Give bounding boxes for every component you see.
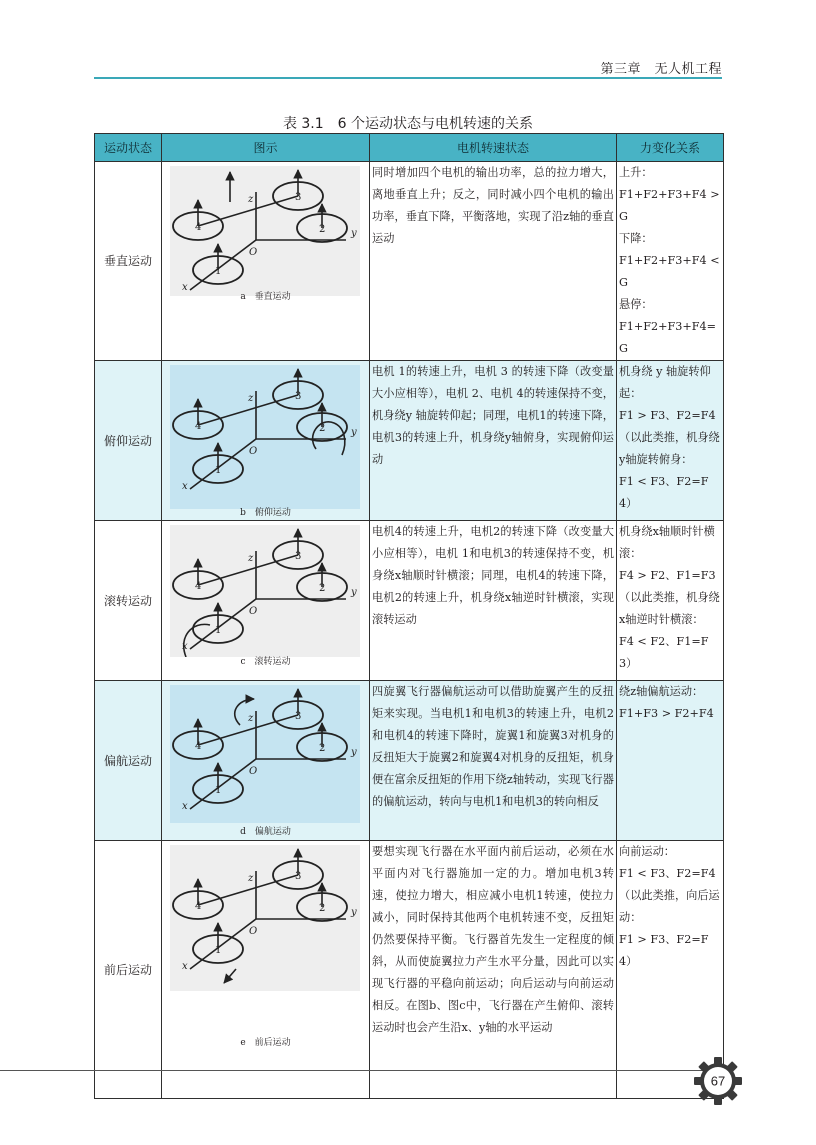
- force-line: F1 > F3、F2=F4）: [619, 933, 709, 968]
- rotor-4-label: 4: [195, 581, 202, 592]
- figure-caption: a 垂直运动: [240, 292, 291, 302]
- rotor-1-label: 1: [215, 785, 222, 796]
- rotor-2-label: 2: [319, 583, 326, 594]
- state-cell: 偏航运动: [95, 681, 162, 841]
- table-row: [95, 681, 724, 841]
- figure-cell: [162, 681, 370, 841]
- figure-caption: d 偏航运动: [240, 827, 291, 837]
- rotor-2-label: 2: [319, 224, 326, 235]
- x-axis-label: x: [182, 282, 188, 293]
- force-line: 下降：: [619, 232, 653, 245]
- table-caption: 表 3.1 6 个运动状态与电机转速的关系: [282, 116, 534, 132]
- header-motor-speed: 电机转速状态: [370, 134, 617, 162]
- diagram-background: [170, 365, 360, 509]
- header-rule: [94, 77, 722, 79]
- header-state: 运动状态: [95, 134, 162, 162]
- z-axis-label: z: [248, 713, 254, 724]
- table-row: [95, 361, 724, 521]
- rotor-3-label: 3: [295, 391, 302, 402]
- state-cell: 俯仰运动: [95, 361, 162, 521]
- page-number: 67: [710, 1073, 726, 1089]
- y-axis-label: y: [351, 427, 357, 438]
- rotor-1-label: 1: [215, 945, 222, 956]
- figure-cell: [162, 361, 370, 521]
- origin-label: O: [249, 606, 258, 617]
- figure-caption: e 前后运动: [240, 1038, 291, 1048]
- rotor-4-label: 4: [195, 741, 202, 752]
- motor-speed-text: 电机4的转速上升，电机2的转速下降（改变量大小应相等），电机 1和电机3的转速保持不变，机身绕x轴顺时针横滚；同理，电机4的转速下降，电机2的转速上升，机身绕x轴逆时针横滚，实现滚转运动: [370, 521, 617, 681]
- state-cell: 前后运动: [95, 841, 162, 1099]
- motor-speed-text: 同时增加四个电机的输出功率，总的拉力增大，离地垂直上升；反之，同时减小四个电机的输出功率，垂直下降，平衡落地，实现了沿z轴的垂直运动: [370, 162, 617, 361]
- origin-label: O: [249, 446, 258, 457]
- force-cell: [617, 361, 724, 521]
- force-line: （以此类推，机身绕x轴逆时针横滚：: [619, 591, 720, 626]
- y-axis-label: y: [351, 587, 357, 598]
- vertical-motion-diagram: [170, 166, 360, 296]
- table-header-row: [95, 134, 724, 162]
- x-axis-label: x: [182, 961, 188, 972]
- y-axis-label: y: [351, 747, 357, 758]
- force-line: F1+F2+F3+F4 > G: [619, 188, 720, 223]
- force-line: （以此类推，向后运动：: [619, 889, 720, 924]
- figure-caption: c 滚转运动: [240, 657, 291, 667]
- force-line: 机身绕x轴顺时针横滚：: [619, 525, 715, 560]
- state-cell: 滚转运动: [95, 521, 162, 681]
- force-line: 绕z轴偏航运动：: [619, 685, 704, 698]
- motor-speed-text: 要想实现飞行器在水平面内前后运动，必须在水平面内对飞行器施加一定的力。增加电机3转速，使拉力增大，相应减小电机1转速，使拉力减小，同时保持其他两个电机转速不变，反扭矩仍然要保持平衡。飞行器首先发生一定程度的倾斜，从而使旋翼拉力产生水平分量，因此可以实现飞行器的平稳向前运动；向后运动与向前运动相反。在图b、图c中，飞行器在产生俯仰、滚转运动时也会产生沿x、y轴的水平运动: [370, 841, 617, 1099]
- z-axis-label: z: [248, 393, 254, 404]
- header-force: 力变化关系: [617, 134, 724, 162]
- rotor-1-label: 1: [215, 266, 222, 277]
- forward-motion-diagram: [170, 845, 360, 991]
- diagram-background: [170, 845, 360, 991]
- table-row: [95, 841, 724, 1099]
- table-row: [95, 162, 724, 361]
- rotor-2-label: 2: [319, 903, 326, 914]
- force-cell: [617, 162, 724, 361]
- z-axis-label: z: [248, 553, 254, 564]
- header-figure: 图示: [162, 134, 370, 162]
- origin-label: O: [249, 247, 258, 258]
- rotor-4-label: 4: [195, 222, 202, 233]
- force-line: 向前运动：: [619, 845, 675, 858]
- force-line: F4 > F2、F1=F3: [619, 569, 716, 582]
- force-line: 悬停：: [619, 298, 653, 311]
- footer-rule: [0, 1070, 706, 1071]
- rotor-1-label: 1: [215, 465, 222, 476]
- rotor-4-label: 4: [195, 421, 202, 432]
- rotor-3-label: 3: [295, 871, 302, 882]
- force-line: F1+F2+F3+F4 < G: [619, 254, 720, 289]
- figure-cell: [162, 162, 370, 361]
- rotor-2-label: 2: [319, 743, 326, 754]
- figure-cell: [162, 841, 370, 1099]
- yaw-motion-diagram: [170, 685, 360, 823]
- rotor-2-label: 2: [319, 423, 326, 434]
- force-line: 机身绕 y 轴旋转仰起：: [619, 365, 711, 400]
- x-axis-label: x: [182, 641, 188, 652]
- roll-motion-diagram: [170, 525, 360, 657]
- figure-cell: [162, 521, 370, 681]
- force-cell: [617, 681, 724, 841]
- x-axis-label: x: [182, 481, 188, 492]
- figure-caption: b 俯仰运动: [240, 508, 291, 518]
- origin-label: O: [249, 926, 258, 937]
- force-line: F1 < F3、F2=F4）: [619, 475, 709, 510]
- pitch-motion-diagram: [170, 365, 360, 509]
- force-line: （以此类推，机身绕y轴旋转俯身：: [619, 431, 720, 466]
- gear-icon: [693, 1056, 743, 1106]
- table-row: [95, 521, 724, 681]
- chapter-title: 第三章 无人机工程: [600, 62, 722, 77]
- rotor-1-label: 1: [215, 625, 222, 636]
- rotor-3-label: 3: [295, 711, 302, 722]
- z-axis-label: z: [248, 194, 254, 205]
- y-axis-label: y: [351, 907, 357, 918]
- rotor-4-label: 4: [195, 901, 202, 912]
- force-cell: [617, 521, 724, 681]
- rotor-3-label: 3: [295, 192, 302, 203]
- force-line: F4 < F2、F1=F3）: [619, 635, 709, 670]
- force-line: F1+F3 > F2+F4: [619, 707, 714, 720]
- rotor-3-label: 3: [295, 551, 302, 562]
- state-cell: 垂直运动: [95, 162, 162, 361]
- y-axis-label: y: [351, 228, 357, 239]
- force-line: F1+F2+F3+F4=G: [619, 320, 717, 355]
- motor-speed-text: 四旋翼飞行器偏航运动可以借助旋翼产生的反扭矩来实现。当电机1和电机3的转速上升，电机2和电机4的转速下降时，旋翼1和旋翼3对机身的反扭矩大于旋翼2和旋翼4对机身的反扭矩，机身便在富余反扭矩的作用下绕z轴转动，实现飞行器的偏航运动，转向与电机1和电机3的转向相反: [370, 681, 617, 841]
- motor-speed-text: 电机 1的转速上升，电机 3 的转速下降（改变量大小应相等），电机 2、电机 4的转速保持不变，机身绕y 轴旋转仰起；同理，电机1的转速下降，电机3的转速上升，机身绕y轴俯身，实现俯仰运动: [370, 361, 617, 521]
- force-line: F1 < F3、F2=F4: [619, 867, 716, 880]
- x-axis-label: x: [182, 801, 188, 812]
- force-line: 上升：: [619, 166, 653, 179]
- z-axis-label: z: [248, 873, 254, 884]
- origin-label: O: [249, 766, 258, 777]
- force-line: F1 > F3、F2=F4: [619, 409, 716, 422]
- motion-table: [94, 133, 724, 1099]
